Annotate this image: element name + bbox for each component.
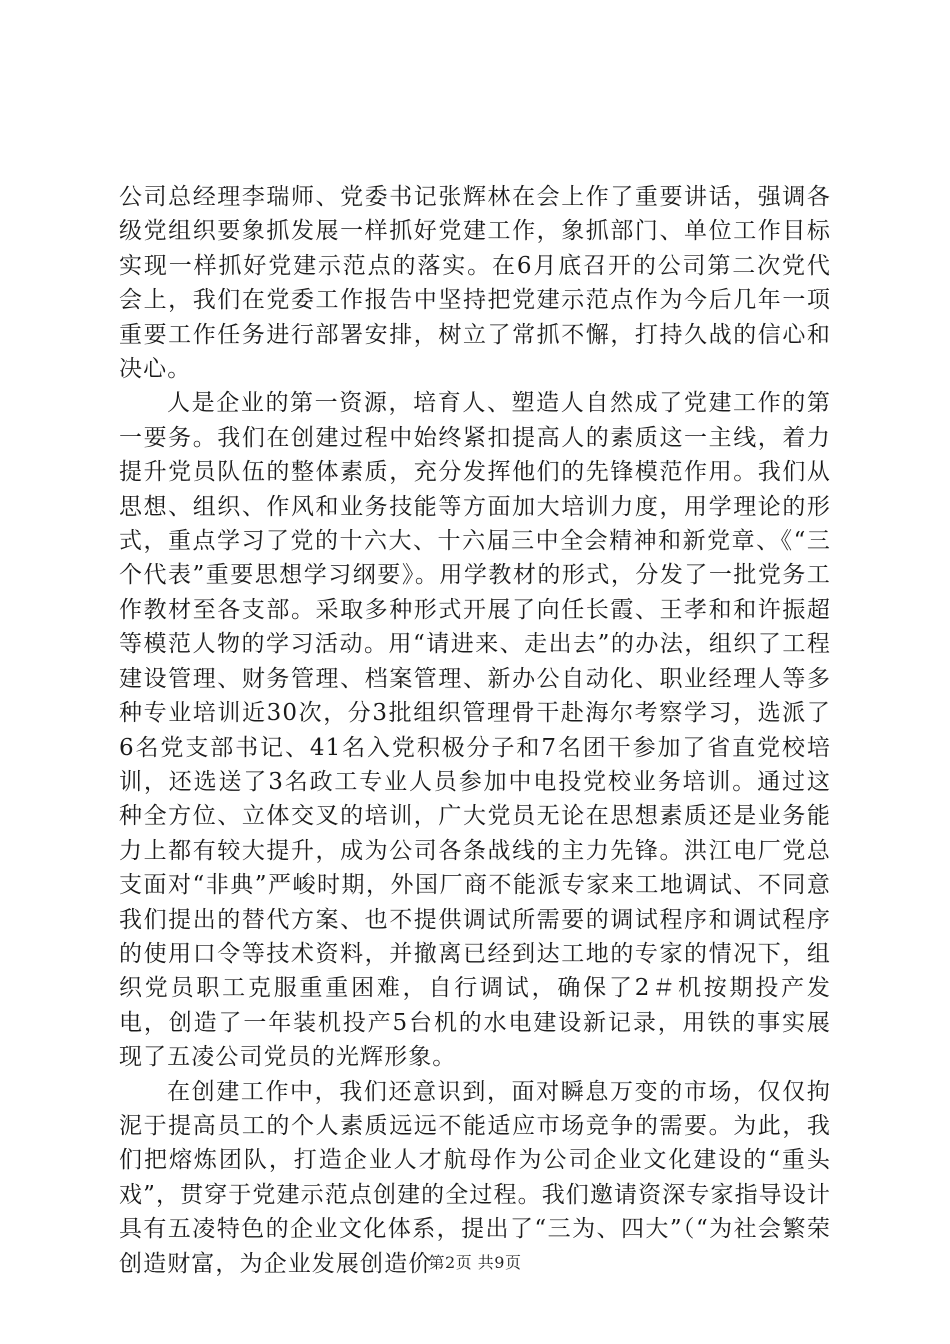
paragraph-3: 在创建工作中，我们还意识到，面对瞬息万变的市场，仅仅拘泥于提高员工的个人素质远远不能适应市场竞争的需要。为此，我们把熔炼团队，打造企业人才航母作为公司企业文化建设的“重头戏”，贯穿于党建示范点创建的全过程。我们邀请资深专家指导设计具有五凌特色的企业文化体系，提出了“三为、四大”（“为社会繁荣创造财富，为企业发展创造价: [119, 1078, 831, 1277]
page-number-footer: 第2页 共9页: [428, 1253, 522, 1272]
document-body: [119, 180, 831, 1281]
paragraph-2: 人是企业的第一资源，培育人、塑造人自然成了党建工作的第一要务。我们在创建过程中始终紧扣提高人的素质这一主线，着力提升党员队伍的整体素质，充分发挥他们的先锋模范作用。我们从思想、组织、作风和业务技能等方面加大培训力度，用学理论的形式，重点学习了党的十六大、十六届三中全会精神和新党章、《“三个代表”重要思想学习纲要》。用学教材的形式，分发了一批党务工作教材至各支部。采取多种形式开展了向任长霞、王孝和和许振超等模范人物的学习活动。用“请进来、走出去”的办法，组织了工程建设管理、财务管理、档案管理、新办公自动化、职业经理人等多种专业培训近30次，分3批组织管理骨干赴海尔考察学习，选派了6名党支部书记、41名入党积极分子和7名团干参加了省直党校培训，还选送了3名政工专业人员参加中电投党校业务培训。通过这种全方位、立体交叉的培训，广大党员无论在思想素质还是业务能力上都有较大提升，成为公司各条战线的主力先锋。洪江电厂党总支面对“非典”严峻时期，外国厂商不能派专家来工地调试、不同意我们提出的替代方案、也不提供调试所需要的调试程序和调试程序的使用口令等技术资料，并撤离已经到达工地的专家的情况下，组织党员职工克服重重困难，自行调试，确保了2＃机按期投产发电，创造了一年装机投产5台机的水电建设新记录，用铁的事实展现了五凌公司党员的光辉形象。: [119, 390, 831, 1071]
paragraph-1: 公司总经理李瑞师、党委书记张辉林在会上作了重要讲话，强调各级党组织要象抓发展一样抓好党建工作，象抓部门、单位工作目标实现一样抓好党建示范点的落实。在6月底召开的公司第二次党代会上，我们在党委工作报告中坚持把党建示范点作为今后几年一项重要工作任务进行部署安排，树立了常抓不懈，打持久战的信心和决心。: [119, 184, 831, 383]
